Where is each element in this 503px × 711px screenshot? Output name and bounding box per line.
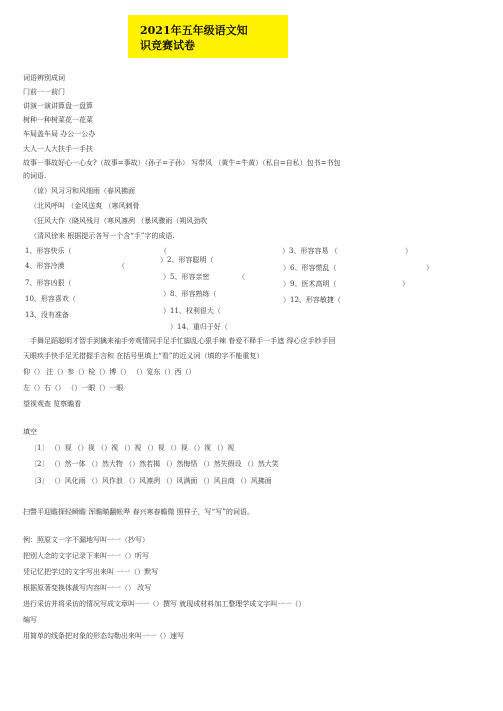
intro-line: 的词语. [23,172,47,180]
paragraph-line: 天眼疾手快手足无措握手言和 在括号里填上“看”的近义词（填的字不能重复） [23,352,264,360]
shou-item: ） [405,247,412,255]
intro-line: 大人一人大扶手一手扶 [23,145,93,153]
shou-item: 10、形容喜欢（ [25,295,76,303]
intro-line: 树种一种树菜花一花菜 [23,116,93,124]
shou-item: ）12、形容敏捷（ [283,296,341,304]
intro-line: （谅）风习习和风细雨（春风拂面 [30,187,135,195]
shou-item: ）9、医术高明（ [283,280,337,288]
shou-item: （ [238,273,245,281]
intro-line: （狂风大作（晓风残月（寒风凛冽 （暴风骤雨（朔风劲吹 [30,217,208,225]
bottom-line: 用简单的线条把对象的形态勾勒出来叫一一（）速写 [23,632,184,640]
intro-line: （北风呼叫 （金风送爽 （寒风刺骨 [30,202,140,210]
bottom-line: 扫瞥平迎瞻探轻瞬瞻 浑瞻瞄翻帐哗 春兴寒春瞻微 照样子，写“写”的词语。 [23,508,254,516]
intro-line: （清风徐来 根据提示各写一个含“手”字的成语. [30,232,175,240]
shou-item: ）8、形容熟练（ [163,290,217,298]
intro-line: 讲演一演讲算盘一盘算 [23,102,93,110]
shou-item: ） [402,280,409,288]
fill-row: 〔3〕 （）风化雨 （）风作浪 （）风凛冽 （）风满面 （）风自商 （）风拂面 [30,477,272,485]
title-line-2: 识竞赛试卷 [140,39,195,52]
title-line-1: 2021年五年级语文知 [140,24,248,37]
bottom-line: 根据原著变换体裁写内容叫一一（） 改写 [23,584,152,592]
bottom-line: 例：照原文一字不漏地写叫一一（抄写） [23,536,149,544]
shou-item: ）2、形容聪明（ [160,256,214,264]
bottom-line: 把别人念的文字记录下来叫一一（）听写 [23,552,149,560]
intro-line: 故事一事故好心一心女?（故事=事故）（孙子=子孙） 写带风 （黄牛=牛黄）（私自=自私）包书=书包 [23,159,341,167]
paragraph-line: 左（）右（） （）一眼（）一眼 [23,384,124,392]
paragraph-line: 仰（） 注（）参（）检（）博（） （）览东（）西（） [23,368,196,376]
shou-item: 13、没有准备 [25,311,69,319]
intro-line: 门前一一前门 [23,88,65,96]
shou-item: 7、形容凶狠（ [25,279,72,287]
intro-line: 词语辨别成词 [23,74,65,82]
paragraph-line: 望视观查 览察瞻看 [23,400,82,408]
shou-item: ） [426,264,433,272]
shou-item: ）6、形容慌乱（ [283,264,337,272]
bottom-line: 编写 [23,616,37,624]
shou-item: 4、形容冷漠 [25,262,65,270]
shou-item: 1、形容快乐（ [25,247,72,255]
bottom-line: 进行采访并将采访的情况写成文章叫一一（）撰写 就现成材料加工整理学成文字叫一一（） [23,600,306,608]
intro-line: 车局盖车局 办公一公办 [23,130,96,138]
fill-heading: 填空 [23,428,37,436]
shou-item: ）14、重归于好（ [170,323,228,331]
shou-item: ）5、形容亲密 [163,273,210,281]
title-box [128,15,288,58]
fill-row: 〔2〕 （）然一体 （）然大物 （）然若揭 （）然悔悟 （）然失假设 （）然大笑 [30,460,279,468]
paragraph-line: 手舞足蹈聪明才智手到擒来袖手旁观情同手足手忙脚乱心狠手辣 眷爱不释手一手遮 得心应手妙手回 [30,337,336,345]
shou-item: （ [160,247,167,255]
shou-item: ）3、形容容易 （ [282,247,338,255]
fill-row: 〔1〕 （）视 （）视 （）视 （）视 （）视 （）视 （）视 （）视 [30,444,235,452]
bottom-line: 凭记忆把学过的文字写出来叫 一一（）默写 [23,568,159,576]
shou-item: ）11、权利很大（ [163,307,221,315]
shou-item: （ [118,262,125,270]
